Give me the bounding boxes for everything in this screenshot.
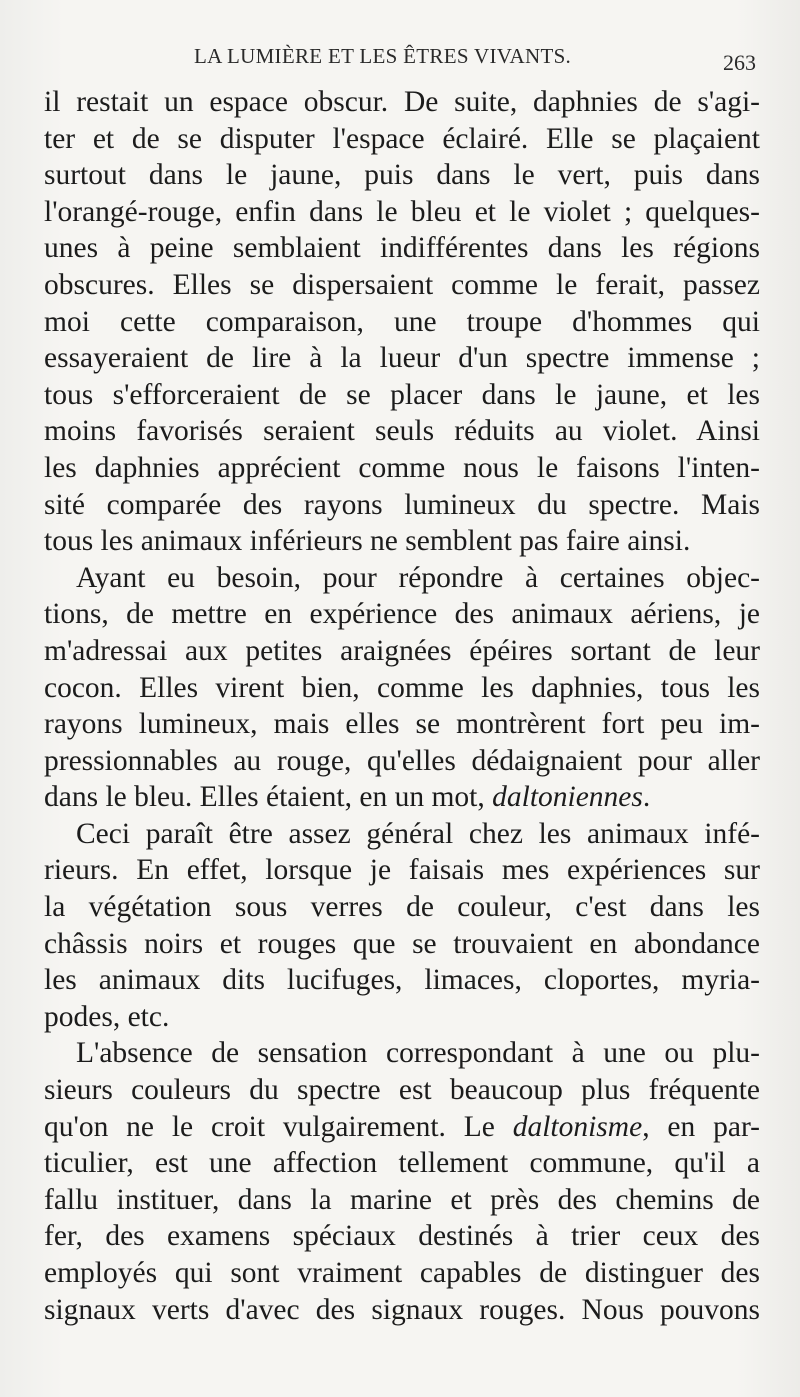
text-line: moins favorisés seraient seuls réduits au violet. Ainsi <box>44 415 760 448</box>
text-line: rieurs. En effet, lorsque je faisais mes expériences sur <box>44 854 760 887</box>
running-title: LA LUMIÈRE ET LES ÊTRES VIVANTS. <box>194 44 572 68</box>
text-line-with-emphasis <box>44 1109 760 1146</box>
text-line: podes, etc. <box>44 1000 170 1033</box>
text-line: il restait un espace obscur. De suite, daphnies de s'agi- <box>44 86 760 118</box>
text-line: ter et de se disputer l'espace éclairé. Elle se plaçaient <box>44 122 760 155</box>
text-line: ticulier, est une affection tellement commune, qu'il a <box>44 1147 760 1180</box>
text-line: sieurs couleurs du spectre est beaucoup plus fréquente <box>44 1074 760 1107</box>
text-line: moi cette comparaison, une troupe d'hommes qui <box>44 305 760 338</box>
emphasized-term: daltonisme <box>512 1110 643 1143</box>
text-line: sité comparée des rayons lumineux du spectre. Mais <box>44 488 760 521</box>
text-line: fallu instituer, dans la marine et près des chemins de <box>44 1183 760 1216</box>
body-text <box>44 84 760 1328</box>
text-line: pressionnables au rouge, qu'elles dédaignaient pour aller <box>44 744 760 777</box>
text-line: tous les animaux inférieurs ne semblent pas faire ainsi. <box>44 525 691 558</box>
text-line: les daphnies apprécient comme nous le faisons l'inten- <box>44 451 760 484</box>
text-segment: , en par- <box>642 1110 760 1143</box>
text-line: tions, de mettre en expérience des animaux aériens, je <box>44 598 760 631</box>
text-line: Ceci paraît être assez général chez les animaux infé- <box>76 817 760 850</box>
text-line: tous s'efforceraient de se placer dans le jaune, et les <box>44 378 760 411</box>
text-line: fer, des examens spéciaux destinés à trier ceux des <box>44 1220 760 1253</box>
text-line: employés qui sont vraiment capables de distinguer des <box>44 1257 760 1289</box>
text-line: l'orangé-rouge, enfin dans le bleu et le violet ; quelques- <box>44 195 760 228</box>
text-segment: . <box>642 781 651 814</box>
text-segment: qu'on ne le croit vulgairement. Le <box>44 1110 513 1143</box>
text-line: obscures. Elles se dispersaient comme le ferait, passez <box>44 268 760 301</box>
text-line-with-emphasis <box>44 779 760 816</box>
text-line: châssis noirs et rouges que se trouvaient en abondance <box>44 927 760 960</box>
text-line: cocon. Elles virent bien, comme les daphnies, tous les <box>44 671 760 704</box>
emphasized-term: daltoniennes <box>492 781 643 814</box>
text-line: les animaux dits lucifuges, limaces, cloportes, myria- <box>44 964 760 997</box>
text-segment: dans le bleu. Elles étaient, en un mot, <box>44 781 493 814</box>
running-head <box>44 44 760 84</box>
text-line: surtout dans le jaune, puis dans le vert, puis dans <box>44 159 760 192</box>
text-line: Ayant eu besoin, pour répondre à certaines objec- <box>76 561 760 594</box>
text-line: rayons lumineux, mais elles se montrèrent fort peu im- <box>44 708 760 741</box>
text-line: L'absence de sensation correspondant à une ou plu- <box>76 1037 760 1070</box>
text-line: signaux verts d'avec des signaux rouges. Nous pouvons <box>44 1293 760 1326</box>
text-line: unes à peine semblaient indifférentes dans les régions <box>44 232 760 265</box>
text-line: essayeraient de lire à la lueur d'un spectre immense ; <box>44 342 760 375</box>
page-number: 263 <box>723 50 756 75</box>
text-line: m'adressai aux petites araignées épéires sortant de leur <box>44 634 760 667</box>
text-line: la végétation sous verres de couleur, c'est dans les <box>44 891 760 924</box>
